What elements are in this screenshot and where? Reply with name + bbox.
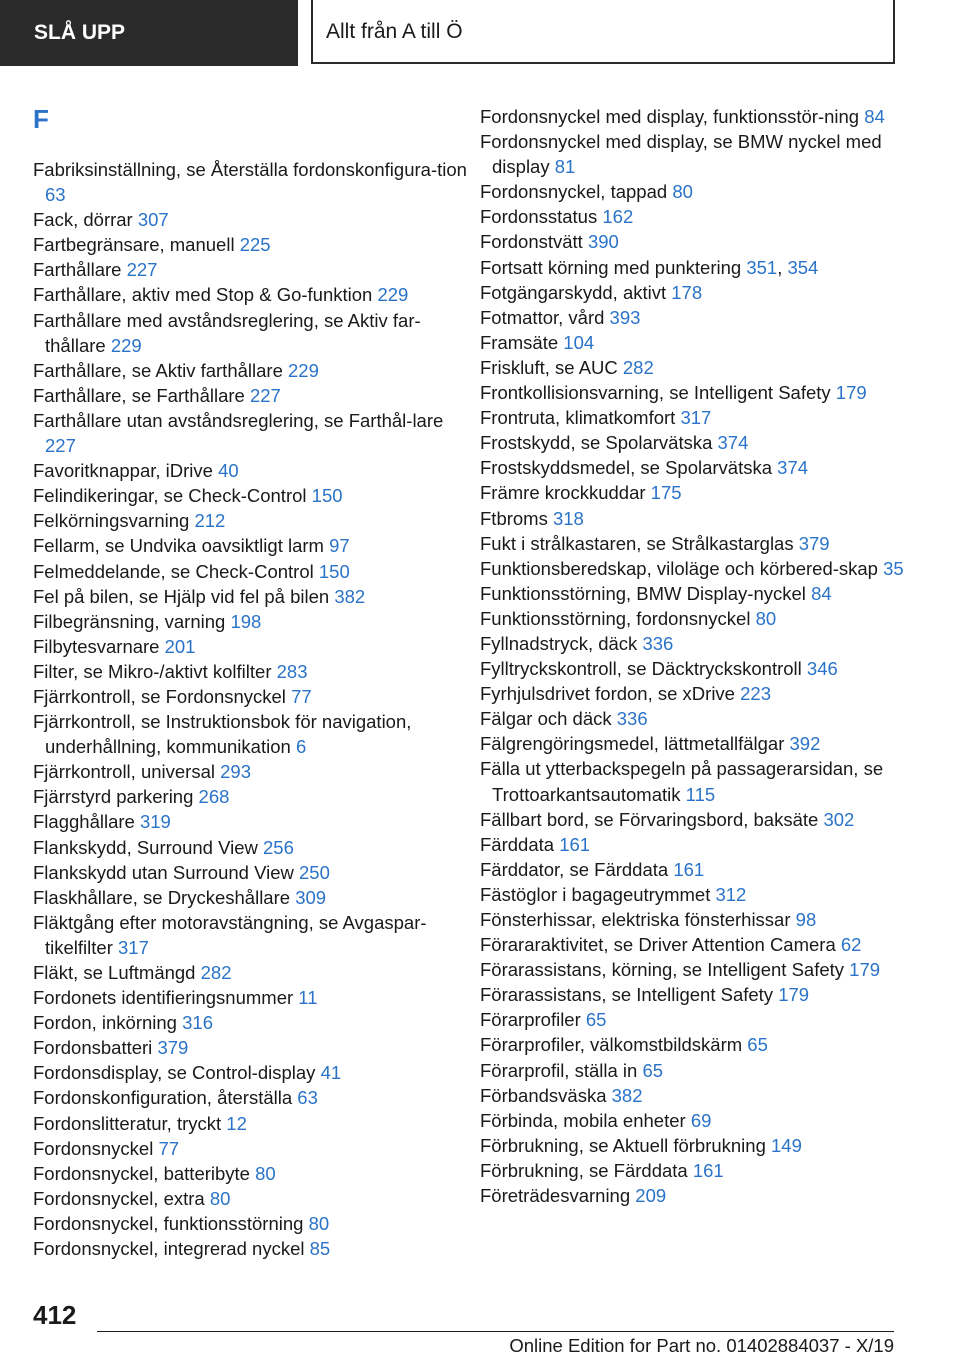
index-entry bbox=[480, 305, 920, 330]
index-entry bbox=[33, 985, 473, 1010]
index-entry-term: Filter, se Mikro-/aktivt kolfilter bbox=[33, 660, 272, 682]
page-reference-link[interactable]: 62 bbox=[840, 934, 862, 956]
page-reference-link[interactable]: 382 bbox=[334, 585, 366, 607]
index-entry-term: Fjärrkontroll, se Instruktionsbok för navigation, underhållning, kommunikation bbox=[33, 711, 412, 758]
index-entry-term: Fordonslitteratur, tryckt bbox=[33, 1112, 222, 1134]
page-reference-link[interactable]: 250 bbox=[299, 861, 330, 883]
index-entry bbox=[33, 860, 473, 885]
index-entry bbox=[480, 1108, 920, 1133]
index-entry bbox=[480, 255, 920, 280]
index-entry bbox=[33, 809, 473, 834]
index-entry bbox=[480, 982, 920, 1007]
index-entry bbox=[480, 556, 920, 581]
index-column-right bbox=[480, 104, 920, 1208]
index-entry bbox=[33, 910, 473, 960]
page-reference-link[interactable]: 283 bbox=[276, 660, 308, 682]
index-entry bbox=[480, 857, 920, 882]
index-entry bbox=[480, 1007, 920, 1032]
page-reference-link[interactable]: 175 bbox=[650, 482, 682, 504]
index-entry bbox=[33, 533, 473, 558]
index-entry-term: Frostskydd, se Spolarvätska bbox=[480, 432, 713, 454]
page-reference-link[interactable]: 392 bbox=[789, 733, 821, 755]
index-entry bbox=[480, 932, 920, 957]
index-entry-term: Fälgar och däck bbox=[480, 708, 612, 730]
page-reference-link[interactable]: 77 bbox=[291, 685, 312, 707]
index-entry-term: Fel på bilen, se Hjälp vid fel på bilen bbox=[33, 585, 330, 607]
index-entry-term: Fotgängarskydd, aktivt bbox=[480, 281, 667, 303]
page-reference-link[interactable]: 317 bbox=[118, 936, 149, 958]
index-entry-term: Fack, dörrar bbox=[33, 209, 133, 231]
index-entry bbox=[480, 907, 920, 932]
index-entry bbox=[480, 681, 920, 706]
page-reference-link[interactable]: 179 bbox=[835, 382, 867, 404]
page-reference-link[interactable]: 198 bbox=[230, 610, 262, 632]
index-entry bbox=[33, 1161, 473, 1186]
index-entry-term: Fläkt, se Luftmängd bbox=[33, 962, 196, 983]
index-entry bbox=[33, 383, 473, 408]
index-entry bbox=[33, 1085, 473, 1110]
index-entry bbox=[480, 1158, 920, 1183]
page-reference-link[interactable]: 312 bbox=[715, 883, 747, 905]
index-entry bbox=[33, 1060, 473, 1085]
index-entry-term: Farthållare, se Aktiv farthållare bbox=[33, 359, 283, 381]
index-entry-term: Fordonsnyckel, tappad bbox=[480, 181, 668, 203]
page-reference-link[interactable]: 65 bbox=[747, 1034, 768, 1056]
page-reference-link[interactable]: 393 bbox=[609, 306, 641, 328]
page-reference-link[interactable]: 161 bbox=[673, 858, 705, 880]
page-reference-link[interactable]: 319 bbox=[139, 811, 171, 833]
index-entry-term: Fjärrkontroll, universal bbox=[33, 761, 215, 783]
index-entry bbox=[33, 257, 473, 282]
index-entry-term: Färddata bbox=[480, 833, 555, 855]
index-entry bbox=[33, 1211, 473, 1236]
page-reference-link[interactable]: 179 bbox=[849, 959, 881, 981]
index-entry-term: Flagghållare bbox=[33, 811, 135, 833]
index-entry bbox=[33, 157, 473, 207]
page-reference-link[interactable]: 346 bbox=[806, 658, 838, 680]
index-entry bbox=[480, 405, 920, 430]
index-entry bbox=[480, 957, 920, 982]
page-reference-link[interactable]: 229 bbox=[110, 334, 142, 356]
index-entry-term: Fjärrstyrd parkering bbox=[33, 786, 194, 808]
index-entry-term: Farthållare, se Farthållare bbox=[33, 384, 245, 406]
index-entry-term: Funktionsstörning, BMW Display-nyckel bbox=[480, 582, 806, 604]
page-reference-link[interactable]: 6 bbox=[295, 736, 307, 758]
page-reference-link[interactable]: 225 bbox=[239, 234, 271, 256]
index-entry bbox=[33, 709, 473, 759]
page-reference-link[interactable]: 336 bbox=[616, 708, 648, 730]
index-entry bbox=[480, 531, 920, 556]
index-entry bbox=[480, 204, 920, 229]
index-entry bbox=[33, 835, 473, 860]
index-entry-term: Fylltryckskontroll, se Däcktryckskontroll bbox=[480, 658, 802, 680]
page-reference-link[interactable]: 318 bbox=[552, 507, 584, 529]
index-entry bbox=[33, 1136, 473, 1161]
index-entry-term: Fällbart bord, se Förvaringsbord, baksäte bbox=[480, 808, 819, 830]
index-entry-term: Fordonsnyckel, extra bbox=[33, 1187, 205, 1209]
page-reference-link[interactable]: 307 bbox=[137, 209, 169, 231]
section-letter: F bbox=[33, 104, 49, 134]
index-entry bbox=[480, 330, 920, 355]
page-reference-link[interactable]: 40 bbox=[218, 460, 239, 482]
index-entry-term: Farthållare bbox=[33, 259, 122, 281]
page-reference-link[interactable]: 382 bbox=[611, 1084, 643, 1106]
index-entry bbox=[480, 430, 920, 455]
index-entry bbox=[33, 1010, 473, 1035]
page-reference-link[interactable]: 336 bbox=[642, 632, 674, 654]
index-entry-term: Fotmattor, vård bbox=[480, 306, 605, 328]
index-entry bbox=[33, 282, 473, 307]
page-reference-link[interactable]: 80 bbox=[755, 607, 777, 629]
index-entry bbox=[480, 1083, 920, 1108]
index-entry bbox=[480, 731, 920, 756]
index-entry-term: Fyrhjulsdrivet fordon, se xDrive bbox=[480, 683, 735, 705]
index-entry bbox=[480, 1032, 920, 1057]
index-entry-term: Förarprofiler bbox=[480, 1009, 581, 1031]
page-reference-link[interactable]: 80 bbox=[308, 1212, 330, 1234]
index-entry-term: Frostskyddsmedel, se Spolarvätska bbox=[480, 457, 773, 479]
index-entry bbox=[33, 609, 473, 634]
index-entry bbox=[480, 104, 920, 129]
page-reference-link[interactable]: 379 bbox=[798, 532, 830, 554]
index-entry-term: Fordonsbatteri bbox=[33, 1037, 153, 1059]
page-reference-link[interactable]: 161 bbox=[559, 833, 591, 855]
page-reference-link[interactable]: 97 bbox=[329, 535, 350, 557]
index-entry-term: Fälgrengöringsmedel, lättmetallfälgar bbox=[480, 733, 785, 755]
index-entry-term: Farthållare utan avståndsreglering, se Farthål‐lare bbox=[33, 409, 444, 431]
index-entry-term: Fordonsdisplay, se Control-display bbox=[33, 1062, 316, 1084]
index-entry-term: Fästöglor i bagageutrymmet bbox=[480, 883, 711, 905]
index-entry-term: Flankskydd utan Surround View bbox=[33, 861, 294, 883]
index-entry bbox=[33, 458, 473, 483]
index-entry bbox=[480, 882, 920, 907]
page-reference-link[interactable]: 65 bbox=[585, 1009, 607, 1031]
index-entry bbox=[33, 408, 473, 458]
index-entry bbox=[480, 480, 920, 505]
page-reference-link[interactable]: 227 bbox=[126, 259, 158, 281]
index-entry-term: Fordonsnyckel, batteribyte bbox=[33, 1162, 250, 1184]
page-reference-link[interactable]: 227 bbox=[45, 435, 76, 457]
index-entry bbox=[480, 807, 920, 832]
index-entry-term: Fukt i strålkastaren, se Strålkastarglas bbox=[480, 532, 794, 554]
page-reference-link[interactable]: 309 bbox=[295, 886, 327, 908]
page-reference-link[interactable]: 229 bbox=[377, 284, 409, 306]
index-entry-term: Ftbroms bbox=[480, 507, 548, 529]
index-entry-term: Farthållare med avståndsreglering, se Aktiv far‐thållare bbox=[33, 309, 421, 356]
index-entry bbox=[480, 706, 920, 731]
index-entry bbox=[33, 684, 473, 709]
index-entry-term: Farthållare, aktiv med Stop & Go-funktion bbox=[33, 284, 373, 306]
page-reference-link[interactable]: 80 bbox=[672, 181, 693, 203]
page-reference-link[interactable]: 65 bbox=[642, 1059, 664, 1081]
index-entry-term: Förararaktivitet, se Driver Attention Camera bbox=[480, 934, 836, 956]
index-entry bbox=[33, 358, 473, 383]
page-reference-link[interactable]: 209 bbox=[635, 1185, 667, 1207]
page-reference-link[interactable]: 69 bbox=[690, 1109, 712, 1131]
index-entry bbox=[480, 1183, 920, 1208]
page-reference-link[interactable]: 178 bbox=[671, 281, 703, 303]
index-entry-term: Fordonsstatus bbox=[480, 206, 598, 228]
index-entry-term: Förbrukning, se Färddata bbox=[480, 1159, 688, 1181]
header-tabs bbox=[0, 0, 960, 66]
footer-edition: Online Edition for Part no. 01402884037 - X/19 bbox=[509, 1335, 894, 1356]
index-entry bbox=[33, 559, 473, 584]
index-entry-term: Förarprofil, ställa in bbox=[480, 1059, 638, 1081]
index-entry-term: Favoritknappar, iDrive bbox=[33, 460, 213, 482]
index-entry bbox=[33, 483, 473, 508]
page-reference-link[interactable]: 98 bbox=[795, 909, 817, 930]
page-reference-link[interactable]: 12 bbox=[226, 1112, 247, 1134]
page-reference-link[interactable]: 162 bbox=[602, 206, 634, 228]
page-reference-link[interactable]: 150 bbox=[318, 560, 350, 582]
index-entry-term: Flaskhållare, se Dryckeshållare bbox=[33, 886, 291, 908]
index-entry-term: Fortsatt körning med punktering bbox=[480, 256, 742, 278]
page-reference-link[interactable]: 63 bbox=[45, 184, 66, 206]
index-entry bbox=[480, 179, 920, 204]
index-entry bbox=[480, 606, 920, 631]
index-entry-term: Fyllnadstryck, däck bbox=[480, 632, 638, 654]
index-entry bbox=[33, 207, 473, 232]
footer-divider bbox=[97, 1331, 894, 1332]
index-entry-term: Fönsterhissar, elektriska fönsterhissar bbox=[480, 909, 791, 930]
index-entry bbox=[33, 1236, 473, 1261]
index-entry bbox=[480, 832, 920, 857]
page-reference-link[interactable]: 268 bbox=[198, 786, 230, 808]
page-number: 412 bbox=[33, 1300, 77, 1330]
index-entry-term: Förbrukning, se Aktuell förbrukning bbox=[480, 1134, 766, 1156]
index-entry-term: Framsäte bbox=[480, 331, 559, 353]
page-reference-link[interactable]: 256 bbox=[263, 836, 294, 858]
index-entry bbox=[480, 756, 920, 806]
index-entry-term: Friskluft, se AUC bbox=[480, 356, 618, 378]
index-entry bbox=[480, 129, 920, 179]
index-entry bbox=[480, 229, 920, 254]
page-reference-link[interactable]: 149 bbox=[771, 1134, 802, 1156]
page-reference-link[interactable]: 11 bbox=[298, 987, 318, 1009]
index-entry-term: Förarassistans, se Intelligent Safety bbox=[480, 984, 774, 1006]
index-entry bbox=[33, 960, 473, 985]
index-entry bbox=[33, 784, 473, 809]
index-entry bbox=[33, 308, 473, 358]
index-entry-term: Flankskydd, Surround View bbox=[33, 836, 258, 858]
index-entry-term: Främre krockkuddar bbox=[480, 482, 646, 504]
index-entry-term: Fordonsnyckel bbox=[33, 1137, 154, 1159]
index-entry-term: Förbandsväska bbox=[480, 1084, 607, 1106]
index-entry bbox=[33, 1035, 473, 1060]
index-entry-term: Fordonskonfiguration, återställa bbox=[33, 1087, 293, 1109]
index-entry bbox=[480, 455, 920, 480]
index-entry-term: Fartbegränsare, manuell bbox=[33, 234, 235, 256]
index-entry-term: Funktionsberedskap, viloläge och körbered‐skap bbox=[480, 557, 878, 579]
tab-lookup[interactable]: SLÅ UPP bbox=[0, 0, 298, 66]
page-reference-link[interactable]: 212 bbox=[194, 510, 226, 532]
index-entry-term: Färddator, se Färddata bbox=[480, 858, 669, 880]
index-entry-term: Fordonsnyckel, funktionsstörning bbox=[33, 1212, 304, 1234]
page-reference-link[interactable]: 80 bbox=[209, 1187, 231, 1209]
page-reference-link[interactable]: 293 bbox=[220, 761, 251, 783]
page-reference-link[interactable]: 84 bbox=[864, 106, 885, 127]
index-entry bbox=[480, 506, 920, 531]
index-entry-term: Förarassistans, körning, se Intelligent Safety bbox=[480, 959, 845, 981]
page-reference-link[interactable]: 282 bbox=[622, 356, 654, 378]
page-reference-link[interactable]: 390 bbox=[587, 231, 619, 253]
index-entry-term: Förarprofiler, välkomstbildskärm bbox=[480, 1034, 743, 1056]
index-entry bbox=[33, 584, 473, 609]
index-entry-term: Felindikeringar, se Check-Control bbox=[33, 485, 307, 507]
page-reference-link[interactable]: 85 bbox=[309, 1238, 331, 1260]
page-reference-link[interactable]: 302 bbox=[823, 808, 855, 830]
tab-index-a-to-o[interactable]: Allt från A till Ö bbox=[311, 0, 895, 64]
index-entry bbox=[33, 508, 473, 533]
index-entry bbox=[480, 1133, 920, 1158]
index-entry-term: Frontkollisionsvarning, se Intelligent Safety bbox=[480, 382, 831, 404]
index-entry-term: Förbinda, mobila enheter bbox=[480, 1109, 686, 1131]
index-entry bbox=[480, 631, 920, 656]
index-entry bbox=[480, 380, 920, 405]
index-entry-term: Filbegränsning, varning bbox=[33, 610, 226, 632]
index-entry bbox=[480, 280, 920, 305]
page-reference-link[interactable]: 179 bbox=[778, 984, 810, 1006]
index-entry bbox=[33, 659, 473, 684]
index-entry-term: Fordon, inkörning bbox=[33, 1012, 177, 1034]
index-entry-term: Företrädesvarning bbox=[480, 1185, 631, 1207]
ref-separator: , bbox=[777, 256, 783, 278]
page-reference-link[interactable]: 63 bbox=[297, 1087, 318, 1109]
index-entry-term: Frontruta, klimatkomfort bbox=[480, 407, 676, 429]
index-entry-term: Fabriksinställning, se Återställa fordonskonfigura‐tion bbox=[33, 159, 467, 180]
page-reference-link[interactable]: 80 bbox=[255, 1162, 276, 1184]
index-entry-term: Fälla ut ytterbackspegeln på passagerarsidan, se Trottoarkantsautomatik bbox=[480, 758, 884, 805]
index-entry-term: Fläktgång efter motoravstängning, se Avgaspar‐tikelfilter bbox=[33, 911, 427, 958]
page-reference-link[interactable]: 374 bbox=[717, 432, 749, 454]
index-entry-term: Fordonstvätt bbox=[480, 231, 583, 253]
page-reference-link[interactable]: 201 bbox=[164, 635, 196, 657]
index-entry-term: Fordonsnyckel, integrerad nyckel bbox=[33, 1238, 305, 1260]
index-entry-term: Felkörningsvarning bbox=[33, 510, 190, 532]
page-reference-link[interactable]: 104 bbox=[563, 331, 595, 353]
index-entry bbox=[33, 1186, 473, 1211]
index-column-left bbox=[33, 157, 473, 1261]
page-reference-link[interactable]: 77 bbox=[158, 1137, 180, 1159]
page-reference-link[interactable]: 81 bbox=[554, 156, 576, 178]
index-entry bbox=[480, 355, 920, 380]
index-entry-term: Felmeddelande, se Check-Control bbox=[33, 560, 314, 582]
page-reference-link[interactable]: 150 bbox=[311, 485, 343, 507]
page-reference-link[interactable]: 379 bbox=[157, 1037, 189, 1059]
index-entry bbox=[480, 1058, 920, 1083]
index-entry bbox=[480, 581, 920, 606]
page-reference-link[interactable]: 316 bbox=[182, 1012, 213, 1034]
page-reference-link[interactable]: 317 bbox=[680, 407, 712, 429]
index-entry-term: Fordonets identifieringsnummer bbox=[33, 987, 294, 1009]
page-reference-link[interactable]: 115 bbox=[685, 783, 716, 805]
page-reference-link[interactable]: 223 bbox=[740, 683, 771, 705]
index-entry bbox=[33, 759, 473, 784]
page-reference-link[interactable]: 84 bbox=[811, 582, 832, 604]
index-entry-term: Filbytesvarnare bbox=[33, 635, 160, 657]
page-reference-link[interactable]: 161 bbox=[692, 1159, 724, 1181]
page-reference-link[interactable]: 374 bbox=[777, 457, 809, 479]
index-entry bbox=[33, 634, 473, 659]
index-entry-term: Fjärrkontroll, se Fordonsnyckel bbox=[33, 685, 286, 707]
index-entry-term: Fordonsnyckel med display, funktionsstör‐ning bbox=[480, 106, 860, 127]
page-reference-link[interactable]: 229 bbox=[288, 359, 319, 381]
index-entry bbox=[480, 656, 920, 681]
page-reference-link[interactable]: 227 bbox=[249, 384, 281, 406]
page-reference-link[interactable]: 35 bbox=[883, 557, 904, 579]
index-entry-term: Fellarm, se Undvika oavsiktligt larm bbox=[33, 535, 324, 557]
page-reference-link[interactable]: 41 bbox=[320, 1062, 342, 1084]
index-entry-term: Fordonsnyckel med display, se BMW nyckel med display bbox=[480, 131, 882, 178]
page-reference-link[interactable]: 351 bbox=[746, 256, 778, 278]
index-entry bbox=[33, 232, 473, 257]
page-reference-link[interactable]: 354 bbox=[787, 256, 819, 278]
index-entry bbox=[33, 885, 473, 910]
page-reference-link[interactable]: 282 bbox=[200, 962, 232, 983]
index-entry-term: Funktionsstörning, fordonsnyckel bbox=[480, 607, 751, 629]
index-entry bbox=[33, 1111, 473, 1136]
